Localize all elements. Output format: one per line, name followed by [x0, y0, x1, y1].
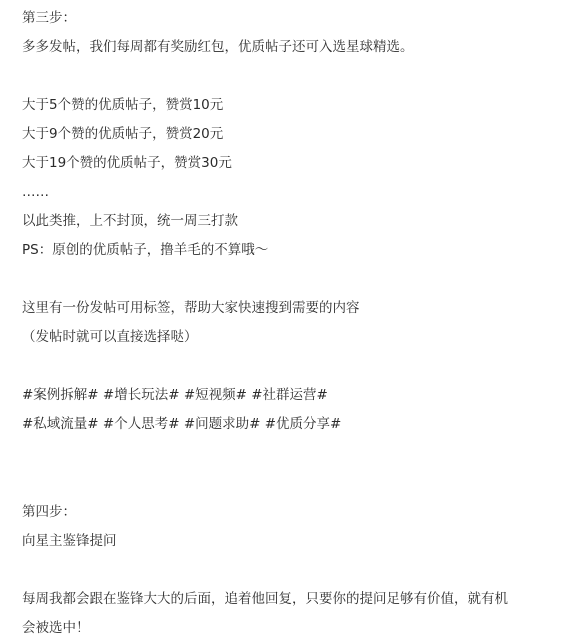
step-four-title: 向星主鉴锋提问: [22, 533, 117, 549]
step-three-intro: 多多发帖，我们每周都有奖励红包，优质帖子还可入选星球精选。: [22, 39, 414, 55]
step-four-body-line-2: 会被选中！: [22, 620, 90, 636]
step-three-heading: 第三步：: [22, 10, 76, 26]
tag-list-row-2: #私域流量# #个人思考# #问题求助# #优质分享#: [22, 416, 342, 432]
tags-intro: 这里有一份发帖可用标签，帮助大家快速搜到需要的内容: [22, 300, 360, 316]
step-four-heading: 第四步：: [22, 504, 76, 520]
reward-tier-1: 大于5个赞的优质帖子，赞赏10元: [22, 97, 224, 113]
reward-rule: 以此类推，上不封顶，统一周三打款: [22, 213, 238, 229]
ellipsis-line: ……: [22, 184, 49, 200]
step-four-body-line-1: 每周我都会跟在鉴锋大大的后面，追着他回复，只要你的提问足够有价值，就有机: [22, 591, 508, 607]
reward-tier-2: 大于9个赞的优质帖子，赞赏20元: [22, 126, 224, 142]
tags-hint: （发帖时就可以直接选择哒）: [22, 329, 198, 345]
ps-note: PS：原创的优质帖子，撸羊毛的不算哦～: [22, 242, 269, 258]
reward-tier-3: 大于19个赞的优质帖子，赞赏30元: [22, 155, 232, 171]
tag-list-row-1: #案例拆解# #增长玩法# #短视频# #社群运营#: [22, 387, 328, 403]
